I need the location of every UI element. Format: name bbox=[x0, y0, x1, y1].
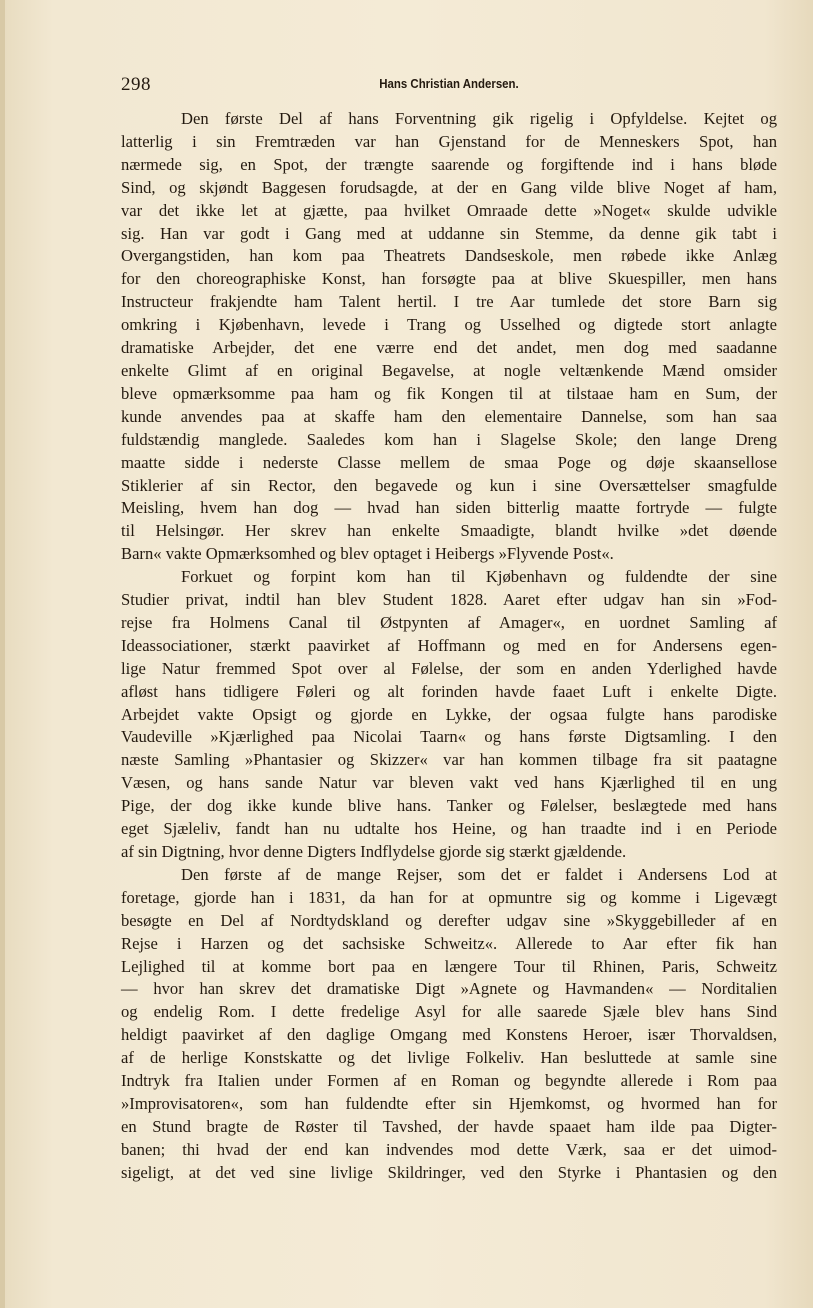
text-line: afløst hans tidligere Føleri og alt forinden havde faaet Luft i enkelte Digte. bbox=[121, 681, 777, 701]
text-line: kunde anvendes paa at skaffe ham den elementaire Dannelse, som han saa bbox=[121, 406, 777, 426]
text-line: eget Sjæleliv, fandt han nu udtalte hos Heine, og han traadte ind i en Periode bbox=[121, 819, 777, 839]
text-line: Studier privat, indtil han blev Student 1828. Aaret efter udgav han sin »Fod- bbox=[121, 590, 777, 610]
text-line: enkelte Glimt af en original Begavelse, at nogle veltænkende Mænd omsider bbox=[121, 360, 777, 380]
body-text bbox=[121, 108, 777, 1185]
text-line: Lejlighed til at komme bort paa en længere Tour til Rhinen, Paris, Schweitz bbox=[121, 956, 777, 976]
text-line: rejse fra Holmens Canal til Østpynten af Amager«, en uordnet Samling af bbox=[121, 612, 777, 632]
text-line: Arbejdet vakte Opsigt og gjorde en Lykke, der ogsaa fulgte hans parodiske bbox=[121, 704, 777, 724]
text-line: næste Samling »Phantasier og Skizzer« var han kommen tilbage fra sit paatagne bbox=[121, 750, 777, 770]
text-line: fuldstændig manglede. Saaledes kom han i Slagelse Skole; den lange Dreng bbox=[121, 429, 777, 449]
text-line: for den choreographiske Konst, han forsøgte paa at blive Skuespiller, men hans bbox=[121, 269, 777, 289]
text-line: af de herlige Konstskatte og det livlige Folkeliv. Han besluttede at samle sine bbox=[121, 1048, 777, 1068]
text-line: var det ikke let at gjætte, paa hvilket Omraade dette »Noget« skulde udvikle bbox=[121, 200, 777, 220]
text-line: Overgangstiden, han kom paa Theatrets Dandseskole, men røbede ikke Anlæg bbox=[121, 246, 777, 266]
text-line: Vaudeville »Kjærlighed paa Nicolai Taarn« og hans første Digtsamling. I den bbox=[121, 727, 777, 747]
text-line: Stiklerier af sin Rector, den begavede og kun i sine Oversættelser smagfulde bbox=[121, 475, 777, 495]
text-line: sigeligt, at det ved sine livlige Skildringer, ved den Styrke i Phantasien og den bbox=[121, 1162, 777, 1182]
text-line: en Stund bragte de Røster til Tavshed, der havde spaaet ham ilde paa Digter- bbox=[121, 1116, 777, 1136]
text-line: Indtryk fra Italien under Formen af en Roman og begyndte allerede i Rom paa bbox=[121, 1071, 777, 1091]
text-line: til Helsingør. Her skrev han enkelte Smaadigte, blandt hvilke »det døende bbox=[121, 521, 777, 541]
text-line: Instructeur frakjendte ham Talent hertil. I tre Aar tumlede det store Barn sig bbox=[121, 292, 777, 312]
text-line: Pige, der dog ikke kunde blive hans. Tanker og Følelser, beslægtede med hans bbox=[121, 796, 777, 816]
text-line: heldigt paavirket af den daglige Omgang med Konstens Heroer, især Thorvaldsen, bbox=[121, 1025, 777, 1045]
text-line: og endelig Rom. I dette fredelige Asyl for alle saarede Sjæle blev hans Sind bbox=[121, 1002, 777, 1022]
text-line: Sind, og skjøndt Baggesen forudsagde, at der en Gang vilde blive Noget af ham, bbox=[121, 177, 777, 197]
page-number: 298 bbox=[121, 74, 151, 95]
text-line: foretage, gjorde han i 1831, da han for at opmuntre sig og komme i Ligevægt bbox=[121, 887, 777, 907]
text-line: Meisling, hvem han dog — hvad han siden bitterlig maatte fortryde — fulgte bbox=[121, 498, 777, 518]
text-line: Forkuet og forpint kom han til Kjøbenhavn og fuldendte der sine bbox=[181, 567, 777, 587]
running-title: Hans Christian Andersen. bbox=[379, 76, 519, 91]
text-line: — hvor han skrev det dramatiske Digt »Agnete og Havmanden« — Norditalien bbox=[121, 979, 777, 999]
text-line: sig. Han var godt i Gang med at uddanne sin Stemme, da denne gik tabt i bbox=[121, 223, 777, 243]
text-line: Ideassociationer, stærkt paavirket af Hoffmann og med en for Andersens egen- bbox=[121, 635, 777, 655]
text-line: Væsen, og hans sande Natur var bleven vakt ved hans Kjærlighed til en ung bbox=[121, 773, 777, 793]
text-line: lige Natur fremmed Spot over al Følelse, der som en anden Yderlighed havde bbox=[121, 658, 777, 678]
text-line: Den første Del af hans Forventning gik rigelig i Opfyldelse. Kejtet og bbox=[181, 109, 777, 128]
text-line: Rejse i Harzen og det sachsiske Schweitz«. Allerede to Aar efter fik han bbox=[121, 933, 777, 953]
text-line: dramatiske Arbejder, det ene værre end det andet, men dog med saadanne bbox=[121, 338, 777, 358]
text-line: nærmede sig, en Spot, der trængte saarende og forgiftende ind i hans bløde bbox=[121, 154, 777, 174]
text-line: maatte sidde i nederste Classe mellem de smaa Poge og døje skaansellose bbox=[121, 452, 777, 472]
text-line: omkring i Kjøbenhavn, levede i Trang og Usselhed og digtede stort anlagte bbox=[121, 315, 777, 335]
text-line: »Improvisatoren«, som han fuldendte efter sin Hjemkomst, og hvormed han for bbox=[121, 1093, 777, 1113]
text-line: Den første af de mange Rejser, som det er faldet i Andersens Lod at bbox=[181, 864, 777, 884]
text-line: af sin Digtning, hvor denne Digters Indflydelse gjorde sig stærkt gjældende. bbox=[121, 842, 627, 861]
text-line: Barn« vakte Opmærksomhed og blev optaget i Heibergs »Flyvende Post«. bbox=[121, 544, 614, 564]
text-line: besøgte en Del af Nordtydskland og derefter udgav sine »Skyggebilleder af en bbox=[121, 910, 777, 930]
text-line: latterlig i sin Fremtræden var han Gjenstand for de Menneskers Spot, han bbox=[121, 131, 777, 151]
text-line: banen; thi hvad der end kan indvendes mod dette Værk, saa er det uimod- bbox=[121, 1139, 777, 1159]
page-header bbox=[121, 74, 777, 94]
text-line: bleve opmærksomme paa ham og fik Kongen til at tilstaae ham en Sum, der bbox=[121, 383, 777, 403]
